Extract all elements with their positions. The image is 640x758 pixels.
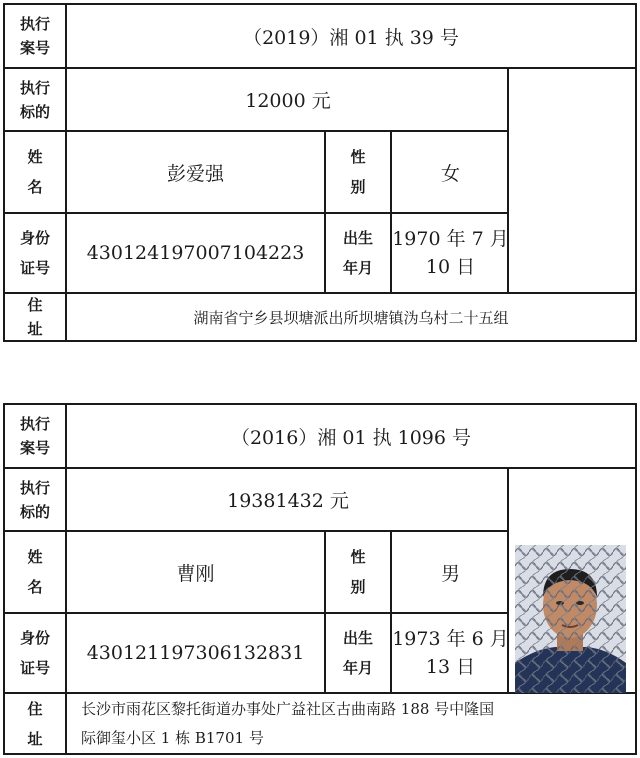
id-row bbox=[5, 214, 509, 294]
target-label: 执行 标的 bbox=[19, 78, 50, 121]
photo-area bbox=[507, 67, 635, 294]
target-row bbox=[5, 69, 509, 132]
id-label: 身份 证号 bbox=[19, 229, 50, 277]
address-label: 住 址 bbox=[27, 699, 43, 748]
gender-label: 性 别 bbox=[350, 548, 366, 596]
record-card-1 bbox=[3, 3, 637, 342]
case-number-value: （2019）湘 01 执 39 号 bbox=[243, 26, 459, 49]
id-label: 身份 证号 bbox=[19, 629, 50, 677]
name-value: 曹刚 bbox=[176, 562, 215, 585]
birth-value: 1970 年 7 月 10 日 bbox=[392, 228, 509, 278]
target-label: 执行 标的 bbox=[19, 478, 50, 521]
case-number-row bbox=[5, 405, 635, 469]
gender-value: 男 bbox=[440, 562, 460, 585]
birth-label: 出生 年月 bbox=[342, 229, 373, 277]
address-value: 湖南省宁乡县坝塘派出所坝塘镇沩乌村二十五组 bbox=[193, 308, 509, 327]
photo-area bbox=[507, 467, 635, 694]
case-number-label: 执行 案号 bbox=[19, 15, 50, 57]
name-label: 姓 名 bbox=[27, 548, 43, 596]
address-row bbox=[5, 294, 635, 340]
portrait-photo bbox=[515, 545, 626, 693]
address-label: 住 址 bbox=[27, 296, 43, 338]
name-value: 彭爱强 bbox=[166, 162, 224, 185]
gender-label: 性 别 bbox=[350, 148, 366, 196]
case-number-row bbox=[5, 5, 635, 69]
id-value: 430124197007104223 bbox=[86, 242, 305, 264]
case-number-label: 执行 案号 bbox=[19, 415, 50, 457]
record-card-2 bbox=[3, 403, 637, 755]
name-row bbox=[5, 532, 509, 614]
gender-value: 女 bbox=[440, 162, 460, 185]
target-row bbox=[5, 469, 509, 532]
name-row bbox=[5, 132, 509, 214]
case-number-value: （2016）湘 01 执 1096 号 bbox=[230, 426, 472, 449]
name-label: 姓 名 bbox=[27, 148, 43, 196]
address-value: 长沙市雨花区黎托街道办事处广益社区古曲南路 188 号中隆国 际御玺小区 1 栋 B1701 号 bbox=[81, 699, 495, 747]
id-value: 430121197306132831 bbox=[86, 642, 305, 664]
birth-value: 1973 年 6 月 13 日 bbox=[392, 628, 509, 678]
birth-label: 出生 年月 bbox=[342, 629, 373, 677]
target-value: 12000 元 bbox=[245, 90, 331, 112]
id-row bbox=[5, 614, 509, 694]
target-value: 19381432 元 bbox=[227, 490, 349, 512]
address-row bbox=[5, 694, 635, 753]
